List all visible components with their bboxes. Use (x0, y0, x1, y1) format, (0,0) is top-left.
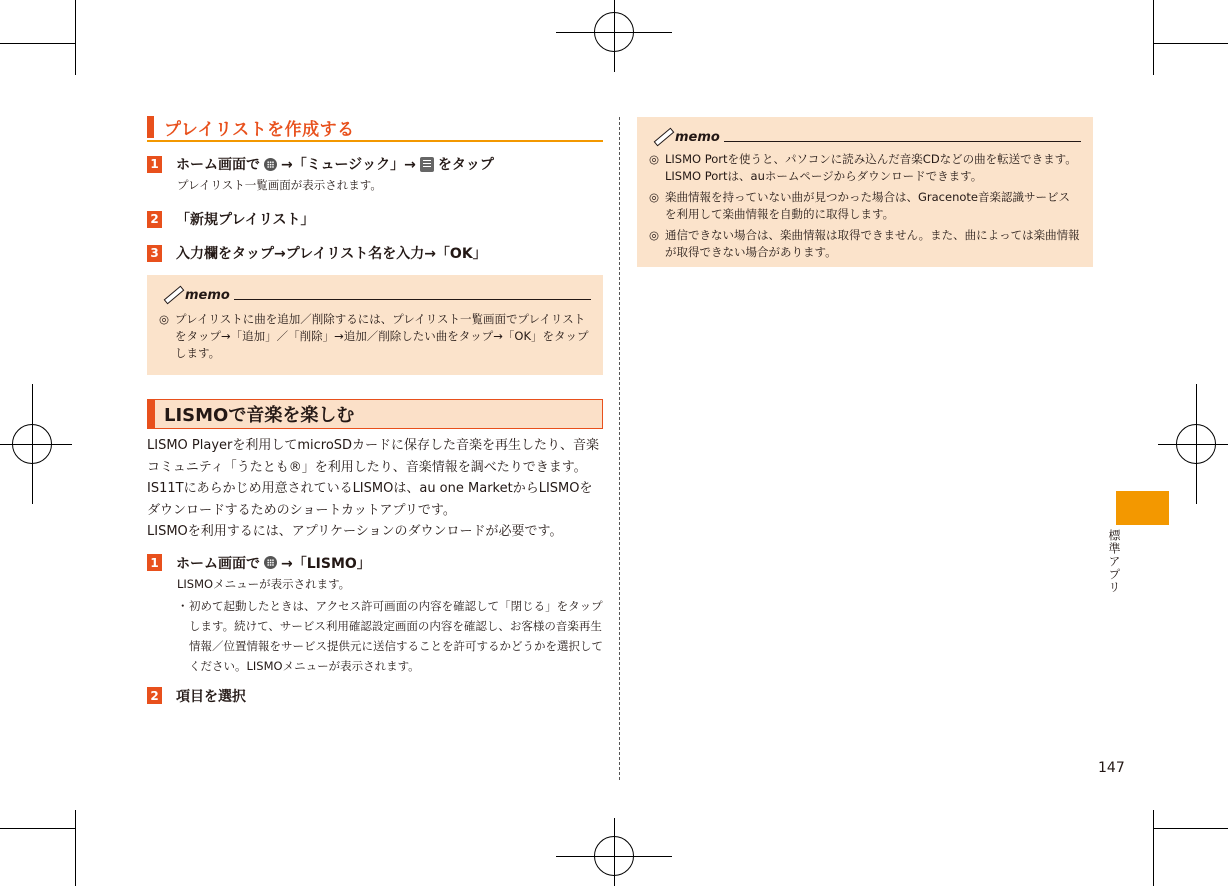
crop-mark (75, 0, 76, 75)
right-column (637, 117, 1093, 267)
step-text (176, 553, 371, 573)
memo-marker: ◎ (649, 228, 660, 242)
column-divider (619, 117, 620, 780)
memo-label: memo (675, 130, 720, 145)
memo-text: LISMO Portを使うと、パソコンに読み込んだ音楽CDなどの曲を転送できます。LISMO Portは、auホームページからダウンロードできます。 (665, 152, 1077, 183)
memo-header (649, 127, 1081, 145)
memo-text: 通信できない場合は、楽曲情報は取得できません。また、曲によっては楽曲情報が取得できない場合があります。 (665, 228, 1080, 259)
memo-rule (234, 299, 591, 300)
memo-header (159, 285, 591, 303)
step-2 (147, 209, 603, 229)
intro-paragraph: LISMO Playerを利用してmicroSDカードに保存した音楽を再生したり、音楽コミュニティ「うたとも®」を利用したり、音楽情報を調べたりできます。 (147, 438, 600, 475)
step-text: 入力欄をタップ→プレイリスト名を入力→「OK」 (176, 246, 487, 262)
crop-mark (0, 828, 75, 829)
memo-text: プレイリストに曲を追加／削除するには、プレイリスト一覧画面でプレイリストをタップ→「追加」／「削除」→追加／削除したい曲をタップ→「OK」をタップします。 (175, 312, 589, 360)
chapter-tab (1116, 491, 1169, 525)
step-description: プレイリスト一覧画面が表示されます。 (177, 178, 382, 192)
registration-line (32, 384, 33, 504)
section-heading-playlist (147, 114, 603, 142)
step-2 (147, 686, 603, 706)
memo-item (649, 189, 1081, 223)
intro-paragraph: LISMOを利用するには、アプリケーションのダウンロードが必要です。 (147, 524, 563, 539)
registration-line (1158, 444, 1228, 445)
registration-line (614, 818, 615, 886)
note-bullet (177, 596, 603, 676)
crop-mark (75, 810, 76, 886)
memo-box (147, 275, 603, 375)
memo-item (649, 151, 1081, 185)
step-text-part: ホーム画面で (176, 157, 260, 173)
heading-bar (147, 116, 154, 138)
memo-item (159, 311, 591, 362)
step-text (176, 154, 494, 174)
crop-mark (0, 43, 75, 44)
section-title: LISMOで音楽を楽しむ (164, 405, 355, 426)
registration-line (614, 0, 615, 72)
heading-bar (148, 399, 155, 429)
crop-mark (1153, 828, 1228, 829)
bullet-text: 初めて起動したときは、アクセス許可画面の内容を確認して「閉じる」をタップします。続けて、サービス利用確認設定画面の内容を確認し、お客様の音楽再生情報／位置情報をサービス提供元に送信することを許可するかどうかを選択してください。LISMOメニューが表示されます。 (189, 598, 603, 673)
pencil-icon (159, 285, 181, 303)
step-number: 3 (147, 245, 162, 262)
memo-label: memo (185, 288, 230, 303)
pencil-icon (649, 127, 671, 145)
memo-box (637, 117, 1093, 267)
left-column (147, 114, 603, 706)
step-text-part: ホーム画面で (176, 555, 260, 572)
intro-text (147, 435, 603, 543)
step-1 (147, 553, 603, 573)
step-number: 2 (147, 687, 162, 704)
step-text: 「新規プレイリスト」 (176, 212, 315, 228)
crop-mark (1153, 43, 1228, 44)
registration-line (0, 444, 72, 445)
step-text-part: をタップ (437, 157, 494, 173)
memo-text: 楽曲情報を持っていない曲が見つかった場合は、Gracenote音楽認識サービスを利用して楽曲情報を自動的に取得します。 (665, 190, 1070, 221)
step-1 (147, 154, 603, 174)
section-title: プレイリストを作成する (164, 119, 355, 140)
memo-marker: ◎ (649, 152, 660, 166)
app-menu-icon (264, 158, 277, 171)
step-number: 1 (147, 156, 162, 173)
registration-line (1196, 384, 1197, 504)
crop-mark (1153, 0, 1154, 75)
memo-marker: ◎ (159, 312, 170, 326)
step-text-part: →「LISMO」 (281, 555, 371, 572)
bullet-dot: ・ (177, 598, 189, 613)
step-3 (147, 243, 603, 263)
step-text-part: →「ミュージック」→ (281, 157, 416, 173)
crop-mark (1153, 810, 1154, 886)
step-number: 2 (147, 211, 162, 228)
section-heading-lismo (147, 399, 603, 429)
memo-marker: ◎ (649, 190, 660, 204)
step-number: 1 (147, 554, 162, 571)
memo-item (649, 227, 1081, 261)
chapter-label: 標準アプリ (1107, 529, 1121, 594)
music-menu-icon (420, 157, 434, 172)
intro-paragraph: IS11Tにあらかじめ用意されているLISMOは、au one MarketからLISMOをダウンロードするためのショートカットアプリです。 (147, 481, 593, 518)
page-number: 147 (1098, 760, 1125, 776)
step-text: 項目を選択 (176, 688, 246, 705)
memo-rule (724, 141, 1081, 142)
app-menu-icon (264, 556, 277, 569)
step-description: LISMOメニューが表示されます。 (177, 576, 351, 591)
